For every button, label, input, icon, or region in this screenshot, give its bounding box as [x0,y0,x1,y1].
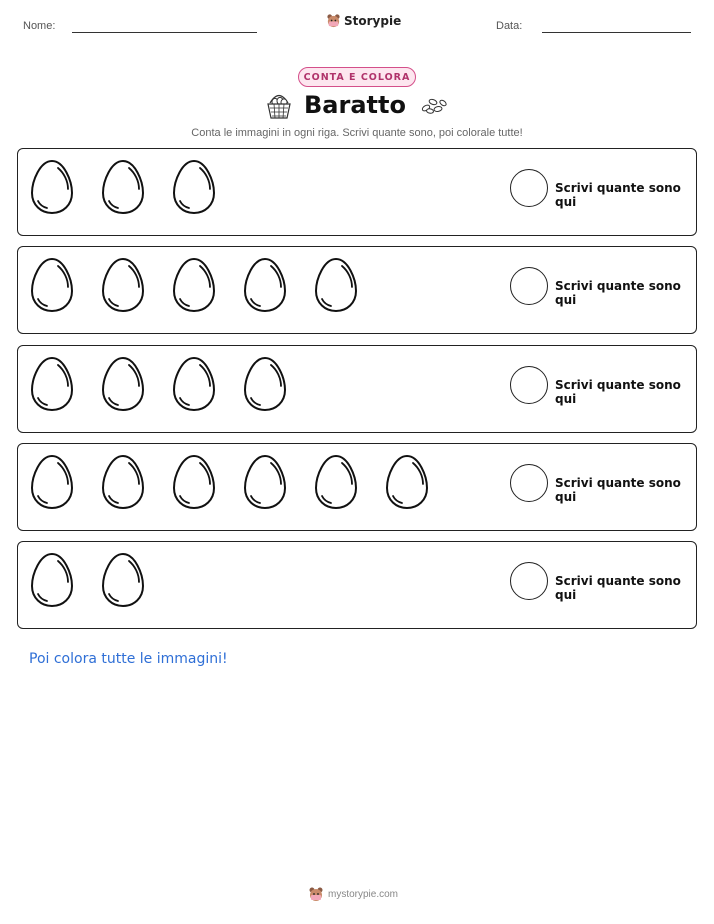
egg-icon[interactable] [243,454,287,510]
egg-basket-icon [266,90,292,120]
egg-group [30,356,287,412]
egg-icon[interactable] [172,257,216,313]
counting-row [17,148,697,236]
counting-row [17,443,697,531]
egg-icon[interactable] [101,454,145,510]
answer-label: Scrivi quante sono qui [555,181,681,209]
answer-circle[interactable] [510,562,548,600]
egg-icon[interactable] [101,356,145,412]
egg-icon[interactable] [243,356,287,412]
page-title: Baratto [304,91,406,119]
answer-circle[interactable] [510,267,548,305]
brand-logo [326,13,401,28]
answer-label: Scrivi quante sono qui [555,378,681,406]
storypie-logo-icon [308,886,324,902]
egg-icon[interactable] [385,454,429,510]
answer-label: Scrivi quante sono qui [555,476,681,504]
site-footer [308,886,398,902]
instructions: Conta le immagini in ogni riga. Scrivi quante sono, poi colorale tutte! [191,127,523,139]
egg-icon[interactable] [30,552,74,608]
answer-circle[interactable] [510,366,548,404]
egg-icon[interactable] [243,257,287,313]
date-label: Data: [496,20,523,32]
egg-group [30,257,358,313]
egg-icon[interactable] [101,257,145,313]
name-label: Nome: [23,20,56,32]
egg-group [30,454,429,510]
egg-icon[interactable] [314,257,358,313]
counting-row [17,541,697,629]
egg-icon[interactable] [101,552,145,608]
storypie-logo-icon [326,13,341,28]
egg-icon[interactable] [30,257,74,313]
name-line[interactable] [72,32,257,33]
egg-group [30,552,145,608]
egg-icon[interactable] [30,454,74,510]
answer-label: Scrivi quante sono qui [555,279,681,307]
answer-circle[interactable] [510,464,548,502]
answer-label: Scrivi quante sono qui [555,574,681,602]
site-url: mystorypie.com [328,888,399,900]
egg-icon[interactable] [30,356,74,412]
brand-name: Storypie [344,13,402,28]
egg-icon[interactable] [172,159,216,215]
answer-circle[interactable] [510,169,548,207]
egg-icon[interactable] [101,159,145,215]
counting-row [17,345,697,433]
egg-group [30,159,216,215]
activity-badge: CONTA E COLORA [298,67,416,87]
egg-icon[interactable] [172,356,216,412]
title-row [0,90,714,120]
egg-icon[interactable] [314,454,358,510]
egg-icon[interactable] [172,454,216,510]
color-instruction: Poi colora tutte le immagini! [29,651,228,667]
date-line[interactable] [542,32,691,33]
seeds-icon [418,94,448,116]
egg-icon[interactable] [30,159,74,215]
counting-row [17,246,697,334]
